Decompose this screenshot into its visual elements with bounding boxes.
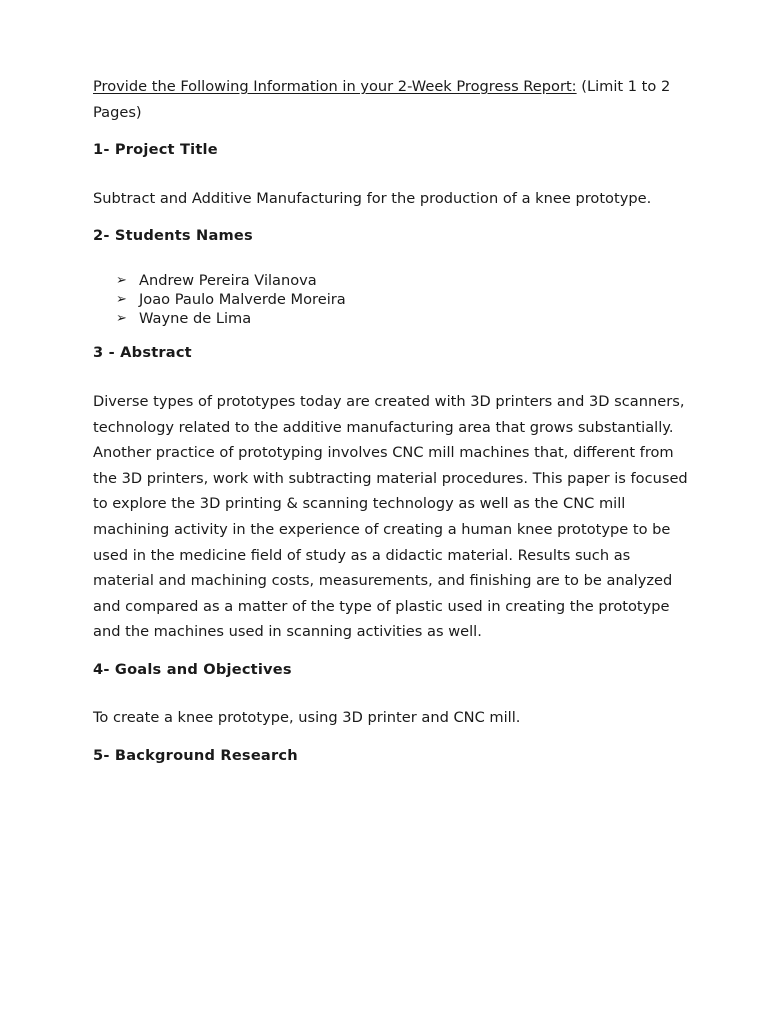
- student-name: Wayne de Lima: [139, 309, 252, 327]
- goals-heading: 4- Goals and Objectives: [93, 660, 292, 678]
- abstract-heading: 3 - Abstract: [93, 344, 192, 362]
- list-item: [116, 310, 693, 329]
- goals-text: To create a knee prototype, using 3D printer and CNC mill.: [93, 709, 521, 727]
- document-page: [93, 74, 693, 769]
- project-title-heading: 1- Project Title: [93, 141, 218, 159]
- abstract-text: Diverse types of prototypes today are created with 3D printers and 3D scanners, technology related to the additive manufacturing area that grows substantially. Another practice of prototyping involves CNC mill machines that, different from the 3D printers, work with subtracting material procedures. This paper is focused to explore the 3D printing & scanning technology as well as the CNC mill machining activity in the experience of creating a human knee prototype to be used in the medicine field of study as a didactic material. Results such as material and machining costs, measurements, and finishing are to be analyzed and compared as a matter of the type of plastic used in creating the prototype and the machines used in scanning activities as well.: [93, 392, 688, 641]
- project-title-text: Subtract and Additive Manufacturing for the production of a knee prototype.: [93, 189, 652, 207]
- arrow-bullet-icon: ➢: [116, 272, 127, 288]
- spacer: [93, 328, 693, 340]
- report-instructions: [93, 74, 693, 125]
- spacer: [93, 211, 693, 223]
- spacer: [93, 682, 693, 705]
- instructions-underlined: Provide the Following Information in your 2-Week Progress Report:: [93, 78, 577, 95]
- list-item: [116, 291, 693, 310]
- spacer: [93, 366, 693, 389]
- list-item: [116, 272, 693, 291]
- instructions-limit: (Limit 1 to 2 Pages): [93, 78, 671, 121]
- spacer: [93, 731, 693, 743]
- spacer: [93, 125, 693, 137]
- spacer: [93, 163, 693, 186]
- arrow-bullet-icon: ➢: [116, 310, 127, 326]
- students-list: [93, 272, 693, 328]
- background-heading: 5- Background Research: [93, 747, 298, 765]
- student-name: Andrew Pereira Vilanova: [139, 271, 317, 289]
- student-name: Joao Paulo Malverde Moreira: [139, 290, 346, 308]
- spacer: [93, 645, 693, 657]
- arrow-bullet-icon: ➢: [116, 291, 127, 307]
- spacer: [93, 249, 693, 272]
- students-heading: 2- Students Names: [93, 227, 253, 245]
